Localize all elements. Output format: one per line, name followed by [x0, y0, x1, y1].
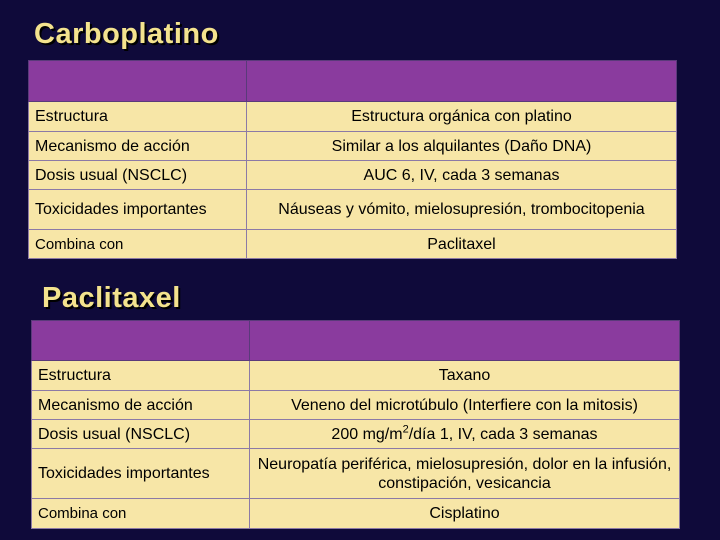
dose-superscript: 2 [402, 423, 409, 436]
row-value-toxicidades: Neuropatía periférica, mielosupresión, dolor en la infusión, constipación, vesicancia [250, 449, 680, 499]
row-label-mecanismo: Mecanismo de acción [29, 132, 247, 161]
row-label-toxicidades: Toxicidades importantes [32, 449, 250, 499]
table-row [29, 102, 677, 132]
row-label-toxicidades: Toxicidades importantes [29, 190, 247, 230]
row-value-combina: Cisplatino [250, 499, 680, 529]
table-row [29, 190, 677, 230]
row-label-combina: Combina con [29, 230, 247, 259]
paclitaxel-table [31, 320, 680, 529]
row-label-mecanismo: Mecanismo de acción [32, 391, 250, 420]
table-row [32, 449, 680, 499]
row-value-mecanismo: Veneno del microtúbulo (Interfiere con la mitosis) [250, 391, 680, 420]
table-header-row [29, 61, 677, 102]
row-value-dosis: AUC 6, IV, cada 3 semanas [247, 161, 677, 190]
row-value-estructura: Estructura orgánica con platino [247, 102, 677, 132]
table-row [29, 132, 677, 161]
table-row [32, 391, 680, 420]
row-value-toxicidades: Náuseas y vómito, mielosupresión, trombocitopenia [247, 190, 677, 230]
row-label-combina: Combina con [32, 499, 250, 529]
row-value-dosis [250, 420, 680, 449]
row-value-combina: Paclitaxel [247, 230, 677, 259]
row-value-mecanismo: Similar a los alquilantes (Daño DNA) [247, 132, 677, 161]
header-cell [250, 321, 680, 361]
dose-suffix: /día 1, IV, cada 3 semanas [408, 425, 598, 443]
row-label-dosis: Dosis usual (NSCLC) [29, 161, 247, 190]
row-label-dosis: Dosis usual (NSCLC) [32, 420, 250, 449]
table-row [29, 230, 677, 259]
table-header-row [32, 321, 680, 361]
header-cell [32, 321, 250, 361]
header-cell [247, 61, 677, 102]
table-row [32, 499, 680, 529]
table-row [32, 361, 680, 391]
row-label-estructura: Estructura [29, 102, 247, 132]
row-value-estructura: Taxano [250, 361, 680, 391]
table-row [29, 161, 677, 190]
carboplatino-table [28, 60, 677, 259]
paclitaxel-title: Paclitaxel [42, 282, 181, 314]
table-row [32, 420, 680, 449]
header-cell [29, 61, 247, 102]
carboplatino-title: Carboplatino [34, 18, 219, 50]
dose-prefix: 200 mg/m [331, 425, 403, 443]
row-label-estructura: Estructura [32, 361, 250, 391]
